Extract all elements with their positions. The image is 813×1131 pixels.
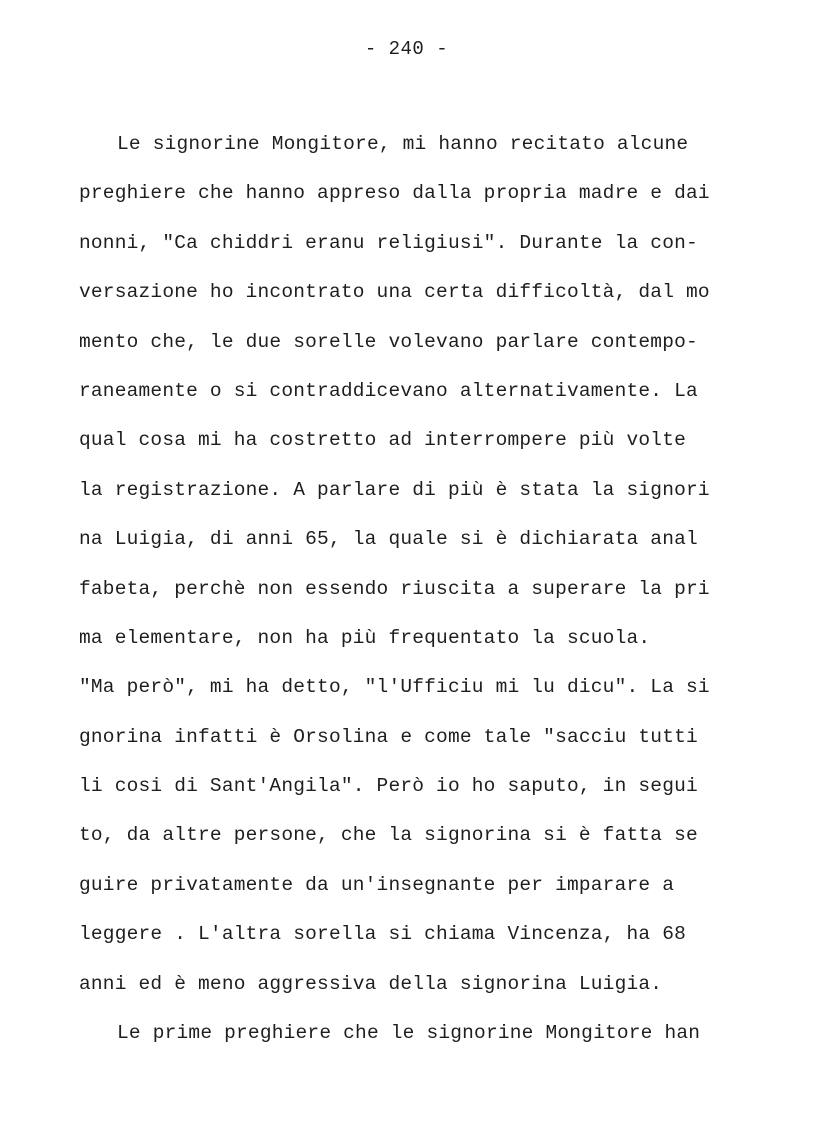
text-line: qual cosa mi ha costretto ad interrompere più volte [79,429,686,452]
text-line: to, da altre persone, che la signorina si è fatta se [79,824,698,847]
body-text [79,124,769,1062]
text-line: nonni, "Ca chiddri eranu religiusi". Durante la con- [79,231,698,254]
text-line: ma elementare, non ha più frequentato la scuola. [79,626,651,649]
text-line: li cosi di Sant'Angila". Però io ho saputo, in segui [79,775,698,798]
text-line: raneamente o si contraddicevano alternativamente. La [79,379,698,402]
text-line: fabeta, perchè non essendo riuscita a superare la pri [79,577,710,600]
text-line: guire privatamente da un'insegnante per imparare a [79,873,675,896]
text-line: anni ed è meno aggressiva della signorina Luigia. [79,972,663,995]
text-line: leggere . L'altra sorella si chiama Vincenza, ha 68 [79,923,686,946]
text-line: preghiere che hanno appreso dalla propria madre e dai [79,182,710,205]
text-line: na Luigia, di anni 65, la quale si è dichiarata anal [79,528,698,551]
text-line: Le signorine Mongitore, mi hanno recitato alcune [117,133,689,155]
text-line: "Ma però", mi ha detto, "l'Ufficiu mi lu dicu". La si [79,676,710,699]
text-line: mento che, le due sorelle volevano parlare contempo- [79,330,698,353]
page-number: - 240 - [364,38,449,60]
text-line: versazione ho incontrato una certa difficoltà, dal mo [79,281,710,304]
text-line: Le prime preghiere che le signorine Mongitore han [117,1022,701,1045]
text-line: gnorina infatti è Orsolina e come tale "sacciu tutti [79,725,698,748]
text-line: la registrazione. A parlare di più è stata la signori [79,478,710,501]
